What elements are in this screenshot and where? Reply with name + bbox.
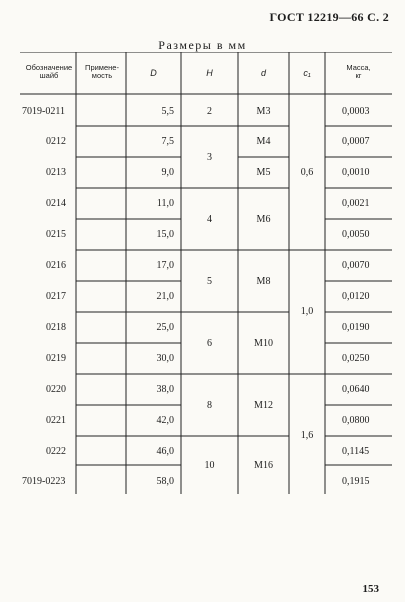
mass-cell: 0,0640 — [342, 384, 370, 395]
d-outer-diameter-cell: 7,5 — [161, 136, 174, 147]
dimensions-table — [20, 52, 392, 494]
col-header-designation: Обозначение шайб — [25, 63, 73, 80]
h-height-cell: 8 — [207, 400, 212, 411]
col-header-D: D — [150, 68, 157, 78]
d-outer-diameter-cell: 38,0 — [156, 384, 174, 395]
d-thread-cell: M6 — [256, 214, 271, 225]
c1-chamfer-cell: 1,0 — [300, 306, 314, 317]
d-thread-cell: M10 — [254, 338, 273, 349]
d-thread-cell: M3 — [256, 106, 271, 117]
d-outer-diameter-cell: 11,0 — [156, 198, 174, 209]
d-outer-diameter-cell: 58,0 — [156, 476, 174, 487]
designation-cell: 0213 — [46, 167, 66, 178]
designation-cell: 0219 — [46, 353, 66, 364]
designation-cell: 0220 — [46, 384, 66, 395]
designation-cell: 0222 — [46, 446, 66, 457]
gost-header: ГОСТ 12219—66 С. 2 — [269, 10, 389, 24]
designation-cell: 0215 — [46, 229, 66, 240]
d-outer-diameter-cell: 30,0 — [156, 353, 174, 364]
c1-chamfer-cell: 0,6 — [300, 167, 314, 178]
d-outer-diameter-cell: 25,0 — [156, 322, 174, 333]
d-outer-diameter-cell: 15,0 — [156, 229, 174, 240]
d-thread-cell: M8 — [256, 276, 271, 287]
mass-cell: 0,0007 — [342, 136, 370, 147]
designation-cell: 0221 — [46, 415, 66, 426]
d-outer-diameter-cell: 17,0 — [156, 260, 174, 271]
mass-cell: 0,0021 — [342, 198, 370, 209]
table-grid — [20, 52, 392, 494]
d-outer-diameter-cell: 9,0 — [161, 167, 174, 178]
designation-cell: 7019-0211 — [22, 106, 65, 117]
d-thread-cell: M5 — [256, 167, 271, 178]
d-outer-diameter-cell: 46,0 — [156, 446, 174, 457]
c1-chamfer-cell: 1,6 — [300, 430, 314, 441]
col-header-d: d — [260, 68, 266, 78]
mass-cell: 0,0120 — [342, 291, 370, 302]
mass-cell: 0,0010 — [342, 167, 370, 178]
page-number: 153 — [362, 583, 379, 595]
mass-cell: 0,0190 — [342, 322, 370, 333]
d-thread-cell: M4 — [256, 136, 271, 147]
mass-cell: 0,1915 — [342, 476, 370, 487]
d-outer-diameter-cell: 42,0 — [156, 415, 174, 426]
mass-cell: 0,0070 — [342, 260, 370, 271]
mass-cell: 0,1145 — [342, 446, 370, 457]
designation-cell: 0216 — [46, 260, 66, 271]
col-header-mass: Масса, кг — [346, 63, 371, 80]
d-thread-cell: M12 — [254, 400, 273, 411]
d-outer-diameter-cell: 21,0 — [156, 291, 174, 302]
h-height-cell: 2 — [207, 106, 212, 117]
mass-cell: 0,0250 — [342, 353, 370, 364]
d-outer-diameter-cell: 5,5 — [161, 106, 174, 117]
h-height-cell: 3 — [207, 152, 212, 163]
h-height-cell: 5 — [207, 276, 212, 287]
h-height-cell: 10 — [204, 460, 215, 471]
mass-cell: 0,0800 — [342, 415, 370, 426]
h-height-cell: 6 — [207, 338, 212, 349]
col-header-applicability: Примене- мость — [85, 63, 119, 80]
designation-cell: 0218 — [46, 322, 66, 333]
d-thread-cell: M16 — [254, 460, 273, 471]
designation-cell: 0212 — [46, 136, 66, 147]
h-height-cell: 4 — [207, 214, 212, 225]
designation-cell: 7019-0223 — [22, 476, 66, 487]
designation-cell: 0217 — [46, 291, 66, 302]
mass-cell: 0,0050 — [342, 229, 370, 240]
col-header-c1: c₁ — [303, 68, 311, 78]
table-caption: Размеры в мм — [158, 38, 247, 52]
mass-cell: 0,0003 — [342, 106, 370, 117]
col-header-H: H — [206, 68, 213, 78]
designation-cell: 0214 — [46, 198, 66, 209]
